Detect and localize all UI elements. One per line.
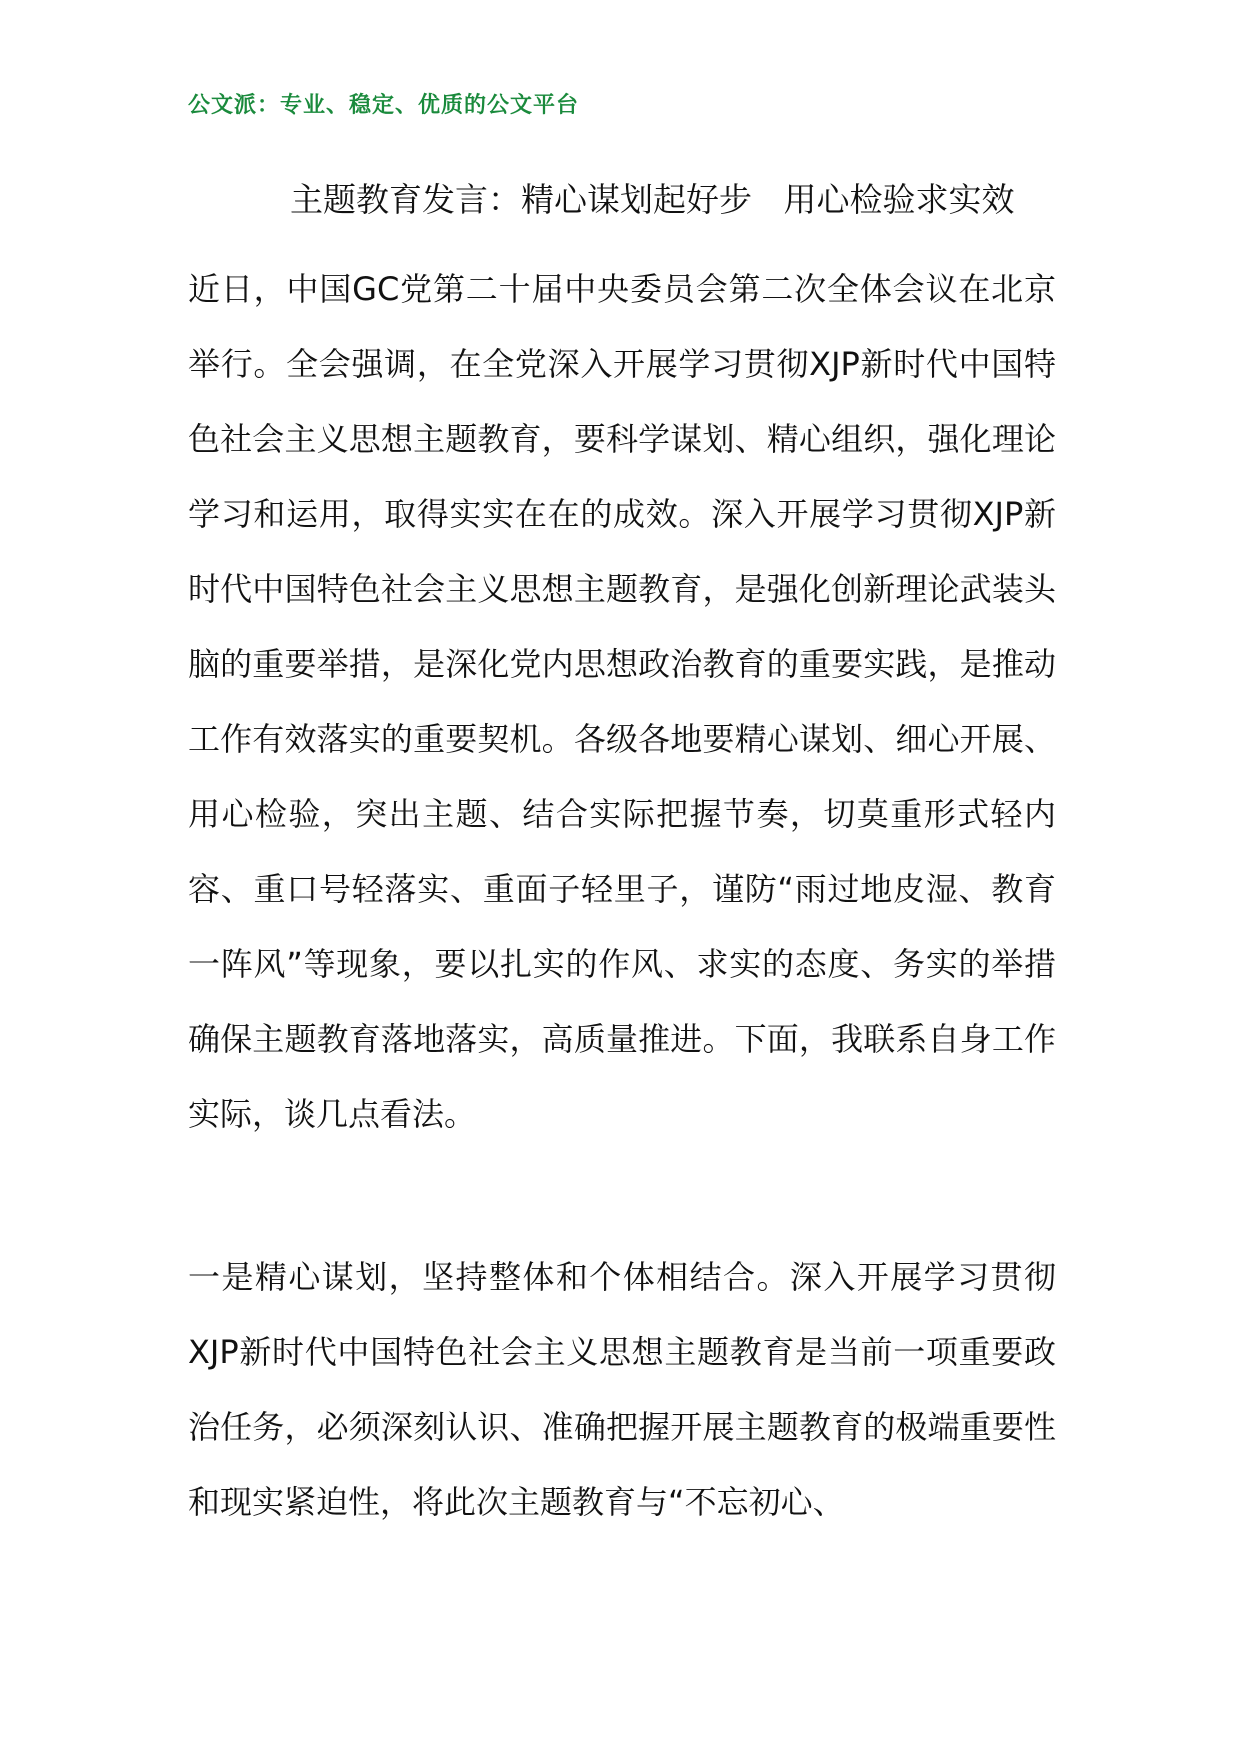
body-paragraph-intro: 近日，中国GC党第二十届中央委员会第二次全体会议在北京举行。全会强调，在全党深入开展学习贯彻XJP新时代中国特色社会主义思想主题教育，要科学谋划、精心组织，强化理论学习和运用，取得实实在在的成效。深入开展学习贯彻XJP新时代中国特色社会主义思想主题教育，是强化创新理论武装头脑的重要举措，是深化党内思想政治教育的重要实践，是推动工作有效落实的重要契机。各级各地要精心谋划、细心开展、用心检验，突出主题、结合实际把握节奏，切莫重形式轻内容、重口号轻落实、重面子轻里子，谨防“雨过地皮湿、教育一阵风”等现象，要以扎实的作风、求实的态度、务实的举措确保主题教育落地落实，高质量推进。下面，我联系自身工作实际，谈几点看法。 (188, 270, 1056, 1133)
body-paragraph-point-one: 一是精心谋划，坚持整体和个体相结合。深入开展学习贯彻XJP新时代中国特色社会主义思想主题教育是当前一项重要政治任务，必须深刻认识、准确把握开展主题教育的极端重要性和现实紧迫性，将此次主题教育与“不忘初心、 (188, 1258, 1056, 1521)
site-header-slogan: 公文派：专业、稳定、优质的公文平台 (188, 93, 580, 118)
document-title: 主题教育发言：精心谋划起好步 用心检验求实效 (290, 180, 1015, 219)
